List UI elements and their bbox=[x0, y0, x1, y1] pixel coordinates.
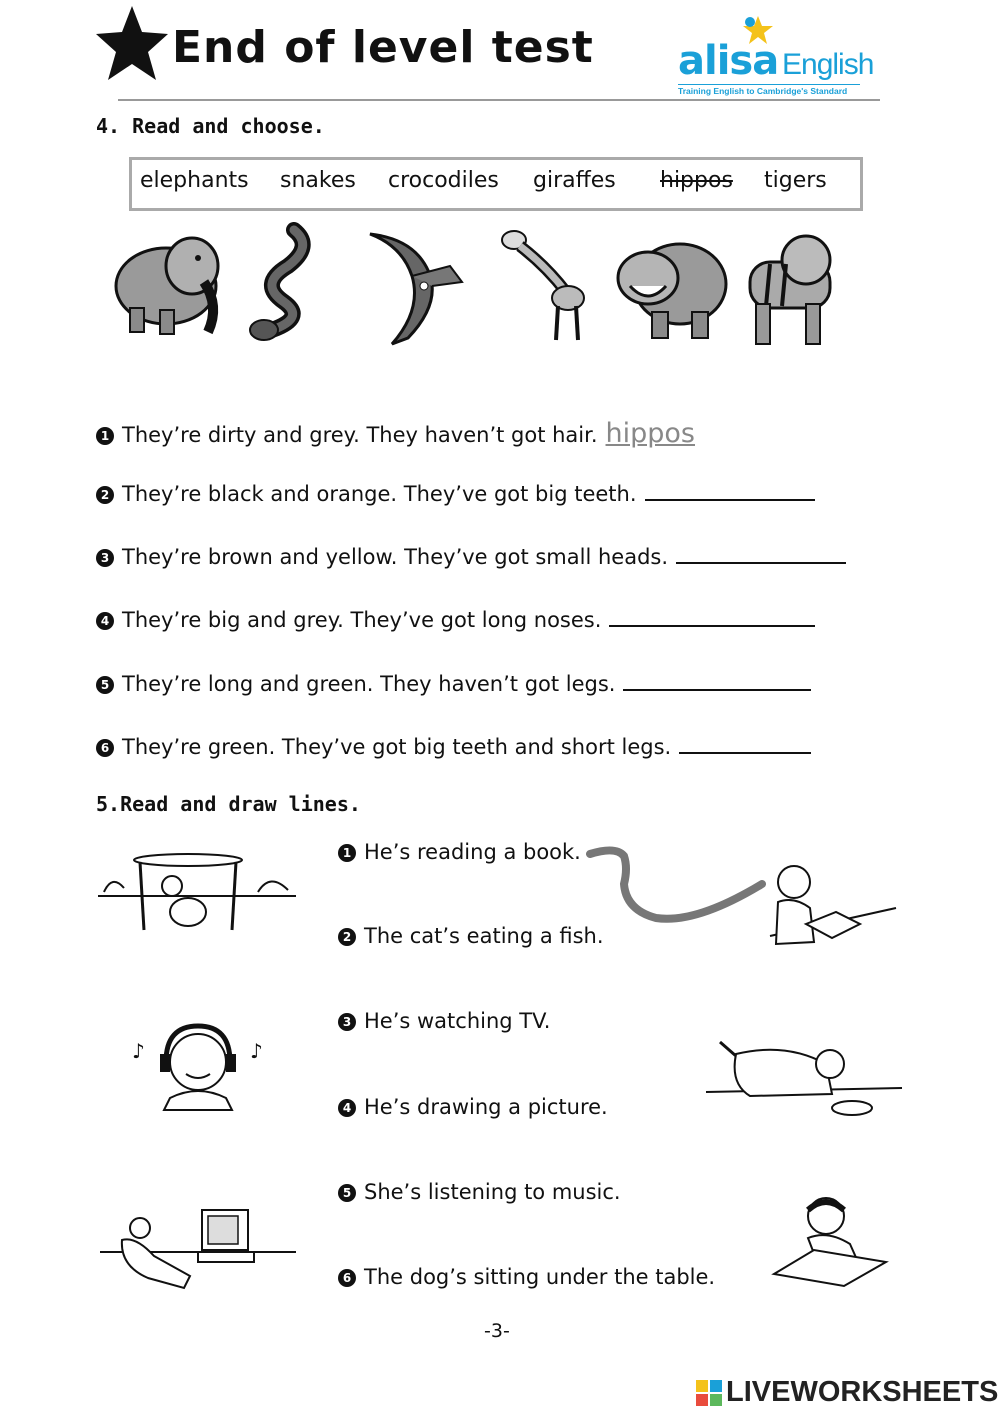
question-text: They’re dirty and grey. They haven’t got hair. bbox=[122, 423, 598, 447]
question-text: They’re black and orange. They’ve got big teeth. bbox=[122, 482, 637, 506]
answer-field[interactable] bbox=[679, 734, 811, 754]
boy-drawing-picture bbox=[768, 1194, 892, 1286]
sentence-6[interactable] bbox=[338, 1265, 715, 1289]
word-elephants: elephants bbox=[140, 168, 249, 193]
sentence-text: The dog’s sitting under the table. bbox=[364, 1265, 716, 1289]
logo-english: English bbox=[782, 48, 874, 81]
question-1 bbox=[96, 418, 695, 449]
hippo-picture bbox=[612, 226, 728, 344]
question-3 bbox=[96, 544, 846, 569]
sentence-number: 1 bbox=[338, 844, 356, 862]
svg-text:♪: ♪ bbox=[250, 1039, 263, 1063]
question-text: They’re long and green. They haven’t got legs. bbox=[122, 672, 616, 696]
answer-field[interactable]: hippos bbox=[605, 418, 695, 449]
question-number: 5 bbox=[96, 676, 114, 694]
word-giraffes: giraffes bbox=[533, 168, 616, 193]
sentence-number: 6 bbox=[338, 1269, 356, 1287]
liveworksheets-watermark bbox=[696, 1376, 998, 1409]
sentence-text: He’s watching TV. bbox=[364, 1009, 551, 1033]
question-4 bbox=[96, 607, 815, 632]
header-divider bbox=[118, 99, 880, 101]
sentence-text: The cat’s eating a fish. bbox=[364, 924, 604, 948]
snake-picture bbox=[244, 226, 316, 344]
sentence-text: He’s drawing a picture. bbox=[364, 1095, 608, 1119]
word-crocodiles: crocodiles bbox=[388, 168, 499, 193]
sentence-number: 5 bbox=[338, 1184, 356, 1202]
liveworksheets-logo-icon bbox=[696, 1380, 724, 1406]
dog-under-table-picture bbox=[98, 852, 296, 938]
sentence-text: He’s reading a book. bbox=[364, 840, 581, 864]
sentence-2[interactable] bbox=[338, 924, 604, 948]
answer-field[interactable] bbox=[676, 544, 846, 564]
sentence-5[interactable] bbox=[338, 1180, 621, 1204]
star-icon bbox=[94, 4, 170, 84]
question-number: 3 bbox=[96, 549, 114, 567]
question-text: They’re green. They’ve got big teeth and short legs. bbox=[122, 735, 672, 759]
section-4-heading: 4. Read and choose. bbox=[96, 114, 325, 138]
sentence-number: 4 bbox=[338, 1099, 356, 1117]
logo-brand: alisa bbox=[678, 38, 779, 84]
sentence-1[interactable] bbox=[338, 840, 581, 864]
question-number: 2 bbox=[96, 486, 114, 504]
sentence-number: 2 bbox=[338, 928, 356, 946]
word-snakes: snakes bbox=[280, 168, 356, 193]
section-5-heading: 5.Read and draw lines. bbox=[96, 792, 361, 816]
question-number: 1 bbox=[96, 427, 114, 445]
question-number: 6 bbox=[96, 739, 114, 757]
sentence-3[interactable] bbox=[338, 1009, 550, 1033]
word-hippos-struck: hippos bbox=[660, 168, 733, 193]
word-tigers: tigers bbox=[764, 168, 827, 193]
word-bank bbox=[129, 157, 863, 211]
alisa-english-logo bbox=[678, 14, 874, 96]
sentence-4[interactable] bbox=[338, 1095, 608, 1119]
giraffe-picture bbox=[496, 226, 592, 344]
page-number: -3- bbox=[484, 1320, 510, 1342]
sentence-number: 3 bbox=[338, 1013, 356, 1031]
crocodile-picture bbox=[352, 226, 470, 350]
tiger-picture bbox=[740, 232, 840, 348]
question-5 bbox=[96, 671, 811, 696]
sentence-text: She’s listening to music. bbox=[364, 1180, 621, 1204]
question-text: They’re brown and yellow. They’ve got small heads. bbox=[122, 545, 669, 569]
question-number: 4 bbox=[96, 612, 114, 630]
answer-field[interactable] bbox=[623, 671, 811, 691]
question-6 bbox=[96, 734, 811, 759]
question-2 bbox=[96, 481, 815, 506]
cat-eating-fish-picture bbox=[706, 1034, 902, 1120]
question-text: They’re big and grey. They’ve got long noses. bbox=[122, 608, 602, 632]
page-title: End of level test bbox=[172, 22, 594, 73]
boy-watching-tv-picture bbox=[100, 1206, 296, 1298]
logo-tagline: Training English to Cambridge's Standard bbox=[678, 84, 860, 96]
answer-field[interactable] bbox=[609, 607, 815, 627]
girl-listening-music-picture bbox=[126, 1018, 272, 1110]
elephant-picture bbox=[108, 226, 230, 338]
match-line[interactable] bbox=[586, 844, 786, 928]
svg-text:♪: ♪ bbox=[132, 1039, 145, 1063]
boy-reading-book-picture bbox=[770, 862, 896, 952]
watermark-text: LIVEWORKSHEETS bbox=[726, 1376, 999, 1408]
answer-field[interactable] bbox=[645, 481, 815, 501]
